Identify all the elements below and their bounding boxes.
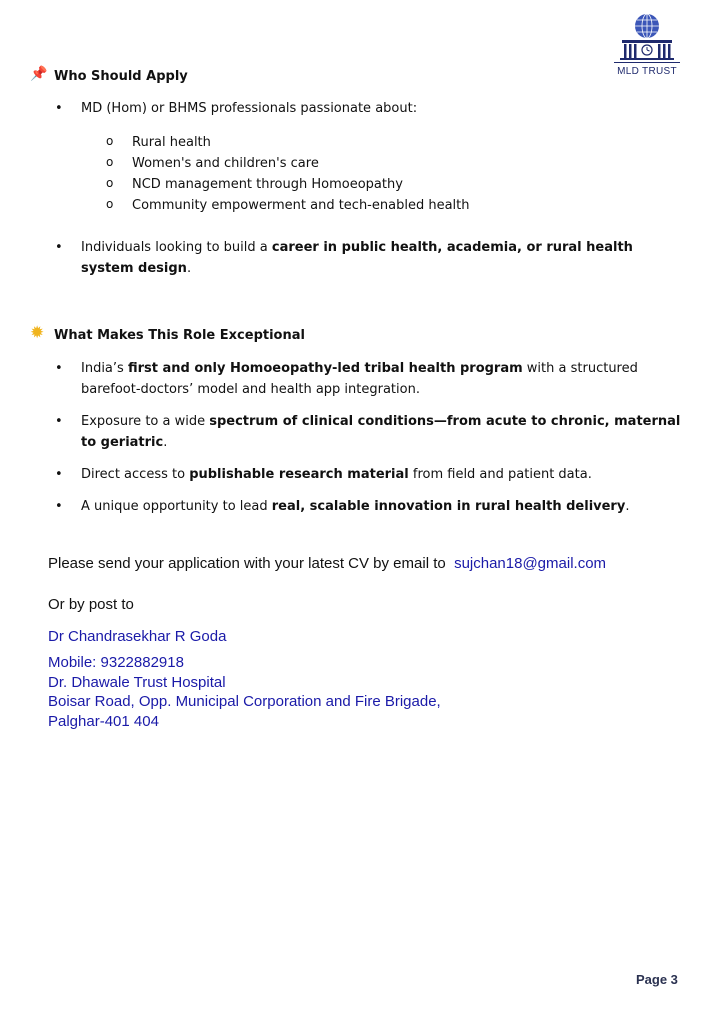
postal-address — [48, 653, 441, 731]
list-item — [55, 358, 685, 400]
exceptional-title: What Makes This Role Exceptional — [54, 327, 305, 343]
interest-sublist — [106, 132, 675, 216]
who-list — [55, 98, 675, 279]
who-should-apply-title: Who Should Apply — [54, 68, 188, 84]
exc-item-pre: Direct access to — [81, 467, 190, 482]
who-bullet-2-pre: Individuals looking to build a — [81, 240, 272, 255]
exceptional-heading — [30, 326, 305, 344]
exc-item-pre: India’s — [81, 361, 128, 376]
who-bullet-1-text: MD (Hom) or BHMS professionals passionate about: — [81, 101, 418, 116]
sub-list-item: o Women's and children's care — [106, 153, 675, 174]
exc-item-pre: Exposure to a wide — [81, 414, 210, 429]
hospital-name: Dr. Dhawale Trust Hospital — [48, 673, 226, 691]
exc-item-pre: A unique opportunity to lead — [81, 499, 272, 514]
exc-item-bold: real, scalable innovation in rural health delivery — [271, 499, 626, 514]
exc-item-post: . — [625, 499, 630, 514]
application-instruction — [48, 555, 606, 572]
list-item — [55, 237, 675, 279]
exc-item-post: with a structured barefoot-doctors’ model and health app integration. — [81, 361, 638, 397]
logo-caption: MLD TRUST — [617, 66, 677, 77]
exc-item-bold: spectrum of clinical conditions—from acute to chronic, maternal to geriatric — [81, 414, 681, 450]
post-instruction: Or by post to — [48, 596, 134, 613]
exc-item-post: . — [163, 435, 168, 450]
exc-item-post: from field and patient data. — [408, 467, 592, 482]
sub-list-item: o NCD management through Homoeopathy — [106, 174, 675, 195]
who-should-apply-heading — [30, 67, 188, 85]
pushpin-icon — [30, 67, 50, 85]
email-link[interactable]: sujchan18@gmail.com — [454, 555, 607, 572]
list-item — [55, 496, 685, 517]
who-bullet-2-post: . — [186, 261, 192, 276]
list-item — [55, 411, 685, 453]
exc-item-bold: first and only Homoeopathy-led tribal health program — [127, 361, 523, 376]
sun-icon — [30, 326, 50, 344]
sub-list-item: o Rural health — [106, 132, 675, 153]
city-pincode: Palghar-401 404 — [48, 712, 159, 730]
building-globe-icon — [604, 10, 690, 66]
list-item — [55, 98, 675, 216]
page-number: Page 3 — [636, 972, 678, 987]
sub-list-item: o Community empowerment and tech-enabled health — [106, 195, 675, 216]
exc-item-bold: publishable research material — [189, 467, 409, 482]
exceptional-list — [55, 358, 685, 517]
list-item — [55, 464, 685, 485]
contact-name: Dr Chandrasekhar R Goda — [48, 628, 227, 645]
who-bullet-2-bold: career in public health, academia, or rural health system design — [81, 240, 633, 276]
contact-mobile: Mobile: 9322882918 — [48, 654, 184, 671]
street-address: Boisar Road, Opp. Municipal Corporation and Fire Brigade, — [48, 693, 441, 710]
mld-trust-logo — [604, 10, 690, 82]
send-text: Please send your application with your latest CV by email to — [48, 555, 446, 572]
